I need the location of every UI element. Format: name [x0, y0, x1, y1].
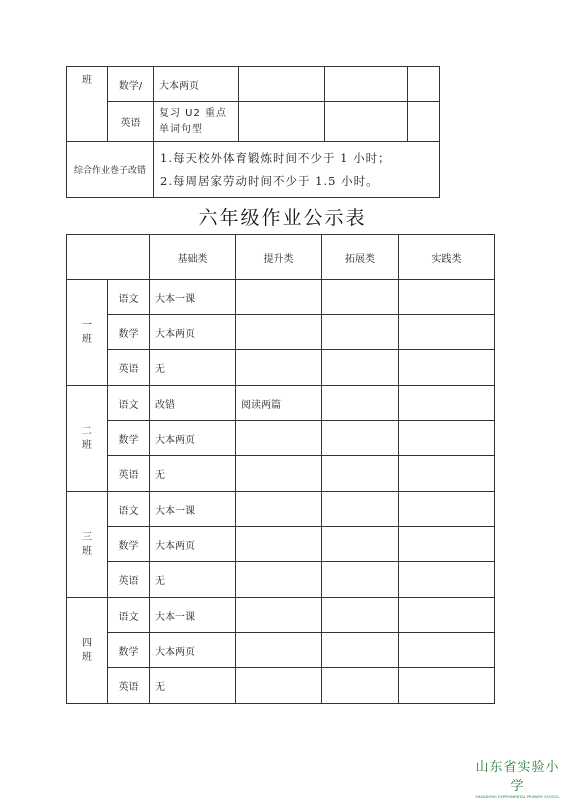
improve-cell [236, 527, 322, 562]
subject-cell: 语文 [108, 280, 150, 315]
extend-cell [322, 350, 399, 386]
improve-cell [236, 633, 322, 668]
subject-cell: 数学 [108, 527, 150, 562]
class-name-cell [67, 492, 108, 598]
class-name: 三班 [82, 532, 92, 557]
improve-cell [236, 668, 322, 704]
improve-cell [236, 315, 322, 350]
practice-cell [399, 456, 495, 492]
grade6-homework-table [66, 234, 495, 704]
subject-cell: 语文 [108, 598, 150, 633]
class-label: 班 [67, 67, 108, 142]
extend-cell [322, 492, 399, 527]
practice-cell [399, 315, 495, 350]
practice-cell [399, 668, 495, 704]
header-corner [67, 235, 150, 280]
extend-cell [322, 386, 399, 421]
subject-cell: 数学/ [108, 67, 154, 102]
extend-cell [322, 456, 399, 492]
improve-cell [236, 562, 322, 598]
basic-cell: 无 [150, 562, 236, 598]
basic-cell: 大本两页 [154, 67, 239, 102]
subject-cell: 英语 [108, 350, 150, 386]
basic-cell: 大本两页 [150, 633, 236, 668]
basic-cell: 大本一课 [150, 598, 236, 633]
summary-content [154, 142, 440, 198]
basic-cell: 无 [150, 668, 236, 704]
basic-cell: 复习 U2 重点单词句型 [154, 102, 239, 142]
improve-cell [236, 350, 322, 386]
subject-cell: 英语 [108, 668, 150, 704]
practice-cell [399, 633, 495, 668]
summary-label: 综合作业巻子改错 [67, 142, 154, 198]
subject-cell: 英语 [108, 456, 150, 492]
extend-cell [322, 598, 399, 633]
improve-cell [236, 421, 322, 456]
practice-cell [399, 386, 495, 421]
basic-cell: 大本一课 [150, 492, 236, 527]
top-homework-table [66, 66, 440, 198]
extend-cell [322, 315, 399, 350]
basic-cell: 改错 [150, 386, 236, 421]
extend-cell [322, 633, 399, 668]
subject-cell: 数学 [108, 421, 150, 456]
improve-cell [239, 102, 325, 142]
subject-cell: 英语 [108, 562, 150, 598]
practice-cell [399, 421, 495, 456]
subject-cell: 语文 [108, 386, 150, 421]
school-logo [470, 756, 565, 799]
practice-cell [399, 280, 495, 315]
class-name: 二班 [82, 426, 92, 451]
basic-cell: 无 [150, 456, 236, 492]
improve-cell [239, 67, 325, 102]
subject-cell: 数学 [108, 633, 150, 668]
practice-cell [399, 527, 495, 562]
improve-cell [236, 598, 322, 633]
page-title: 六年级作业公示表 [198, 207, 367, 229]
extend-cell [322, 280, 399, 315]
class-name: 四班 [82, 638, 92, 663]
improve-cell: 阅读两篇 [236, 386, 322, 421]
subject-cell: 语文 [108, 492, 150, 527]
class-name-cell [67, 598, 108, 704]
school-logo-en: SHANDONG EXPERIMENTAL PRIMARY SCHOOL [475, 795, 560, 799]
extend-cell [325, 102, 408, 142]
basic-cell: 无 [150, 350, 236, 386]
extend-cell [325, 67, 408, 102]
practice-cell [399, 492, 495, 527]
extend-cell [322, 421, 399, 456]
basic-cell: 大本两页 [150, 421, 236, 456]
basic-cell: 大本两页 [150, 527, 236, 562]
header-extend: 拓展类 [322, 235, 399, 280]
summary-line: 1.每天校外体育锻炼时间不少于 1 小时； [160, 150, 391, 165]
extend-cell [322, 527, 399, 562]
extend-cell [322, 562, 399, 598]
practice-cell [408, 102, 440, 142]
class-name-cell [67, 280, 108, 386]
class-name-cell [67, 386, 108, 492]
basic-cell: 大本两页 [150, 315, 236, 350]
summary-line: 2.每周居家劳动时间不少于 1.5 小时。 [160, 173, 379, 188]
practice-cell [399, 598, 495, 633]
subject-cell: 数学 [108, 315, 150, 350]
header-improve: 提升类 [236, 235, 322, 280]
improve-cell [236, 280, 322, 315]
improve-cell [236, 492, 322, 527]
practice-cell [399, 350, 495, 386]
class-name: 一班 [82, 320, 92, 345]
extend-cell [322, 668, 399, 704]
practice-cell [408, 67, 440, 102]
school-logo-cn: 山东省实验小学 [475, 760, 560, 794]
header-practice: 实践类 [399, 235, 495, 280]
subject-cell: 英语 [108, 102, 154, 142]
improve-cell [236, 456, 322, 492]
header-basic: 基础类 [150, 235, 236, 280]
practice-cell [399, 562, 495, 598]
basic-cell: 大本一课 [150, 280, 236, 315]
